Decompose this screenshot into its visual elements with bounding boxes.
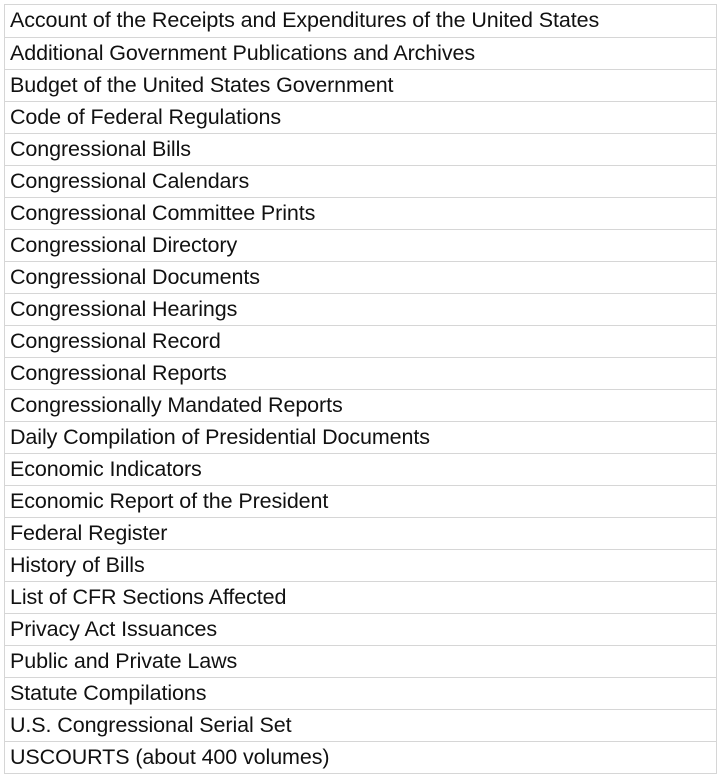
table-row[interactable] <box>5 518 716 550</box>
cell-collection-name: Account of the Receipts and Expenditures of the United States <box>10 7 600 32</box>
table-row[interactable] <box>5 742 716 774</box>
table-row[interactable] <box>5 454 716 486</box>
table-row[interactable] <box>5 582 716 614</box>
table-row[interactable] <box>5 38 716 70</box>
cell-collection-name: Congressional Hearings <box>10 296 238 321</box>
table-row[interactable] <box>5 70 716 102</box>
table-row[interactable] <box>5 166 716 198</box>
table-row[interactable] <box>5 614 716 646</box>
table-row[interactable] <box>5 262 716 294</box>
cell-collection-name: History of Bills <box>10 552 145 577</box>
table-row[interactable] <box>5 326 716 358</box>
table-row[interactable] <box>5 486 716 518</box>
cell-collection-name: Congressional Calendars <box>10 168 250 193</box>
cell-collection-name: Public and Private Laws <box>10 648 238 673</box>
cell-collection-name: Budget of the United States Government <box>10 72 394 97</box>
cell-collection-name: Congressional Reports <box>10 360 227 385</box>
cell-collection-name: Economic Indicators <box>10 456 202 481</box>
table-row[interactable] <box>5 550 716 582</box>
table-row[interactable] <box>5 390 716 422</box>
cell-collection-name: Congressional Documents <box>10 264 260 289</box>
table-row[interactable] <box>5 358 716 390</box>
cell-collection-name: Economic Report of the President <box>10 488 329 513</box>
cell-collection-name: Congressional Record <box>10 328 221 353</box>
table-row[interactable] <box>5 230 716 262</box>
table-row[interactable] <box>5 198 716 230</box>
table-row[interactable] <box>5 294 716 326</box>
table-row[interactable] <box>5 710 716 742</box>
collection-list <box>4 4 717 774</box>
cell-collection-name: Congressional Bills <box>10 136 191 161</box>
cell-collection-name: U.S. Congressional Serial Set <box>10 712 292 737</box>
cell-collection-name: List of CFR Sections Affected <box>10 584 287 609</box>
table-row[interactable] <box>5 646 716 678</box>
cell-collection-name: Daily Compilation of Presidential Documents <box>10 424 430 449</box>
cell-collection-name: Privacy Act Issuances <box>10 616 218 641</box>
cell-collection-name: Congressional Directory <box>10 232 238 257</box>
cell-collection-name: Congressional Committee Prints <box>10 200 316 225</box>
cell-collection-name: Congressionally Mandated Reports <box>10 392 343 417</box>
table-row[interactable] <box>5 422 716 454</box>
table-row[interactable] <box>5 4 716 38</box>
cell-collection-name: Statute Compilations <box>10 680 207 705</box>
cell-collection-name: Federal Register <box>10 520 168 545</box>
cell-collection-name: Additional Government Publications and Archives <box>10 40 475 65</box>
cell-collection-name: Code of Federal Regulations <box>10 104 281 129</box>
table-row[interactable] <box>5 678 716 710</box>
table-row[interactable] <box>5 134 716 166</box>
table-row[interactable] <box>5 102 716 134</box>
cell-collection-name: USCOURTS (about 400 volumes) <box>10 744 330 769</box>
